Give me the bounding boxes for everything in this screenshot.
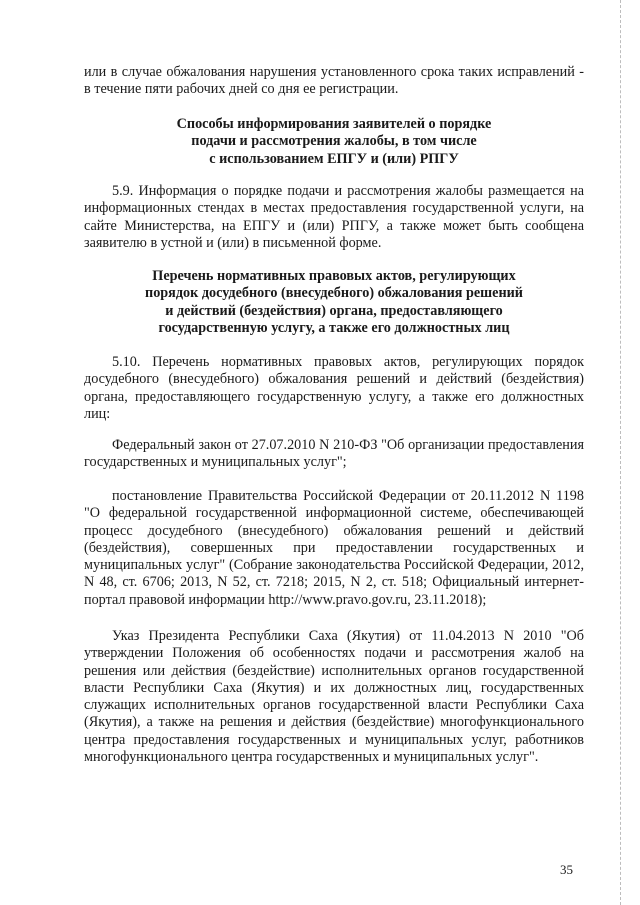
paragraph-5-9: 5.9. Информация о порядке подачи и рассмотрения жалобы размещается на информационных стендах в местах предоставления государственной услуги, на сайте Министерства, на ЕПГУ и (или) РПГУ, а также может быть сообщена заявителю в устной и (или) в письменной форме. — [84, 183, 584, 251]
page-edge-line — [620, 0, 622, 905]
section-heading-informing — [84, 116, 584, 168]
paragraph-5-10: 5.10. Перечень нормативных правовых актов, регулирующих порядок досудебного (внесудебного) обжалования решений и действий (бездействия) органа, предоставляющего государственную услугу, а также его должностных лиц: — [84, 354, 584, 422]
heading-line: порядок досудебного (внесудебного) обжалования решений — [145, 285, 523, 302]
heading-line: и действий (бездействия) органа, предоставляющего — [165, 302, 503, 319]
page-number: 35 — [560, 862, 573, 877]
government-decree-item: постановление Правительства Российской Федерации от 20.11.2012 N 1198 "О федеральной государственной информационной системе, обеспечивающей процесс досудебного (внесудебного) обжалования решений и действий (бездействия), совершенных при предоставлении государственных и муниципальных услуг" (Собрание законодательства Российской Федерации, 2012, N 48, ст. 6706; 2013, N 52, ст. 7218; 2015, N 2, ст. 518; Официальный интернет-портал правовой информации http://www.pravo.gov.ru, 23.11.2018); — [84, 488, 584, 608]
heading-line: подачи и рассмотрения жалобы, в том числе — [191, 133, 477, 150]
section-heading-legal-acts — [84, 268, 584, 337]
president-decree-item: Указ Президента Республики Саха (Якутия) от 11.04.2013 N 2010 "Об утверждении Положения об особенностях подачи и рассмотрения жалоб на решения или действия (бездействие) исполнительных органов государственной власти Республики Саха (Якутия) и их должностных лиц, государственных служащих исполнительных органов государственной власти Республики Саха (Якутия), а также на решения и действия (бездействие) многофункционального центра предоставления государственных и муниципальных услуг, работников многофункционального центра государственных и муниципальных услуг". — [84, 628, 584, 766]
heading-line: Перечень нормативных правовых актов, регулирующих — [152, 268, 516, 284]
heading-line: государственную услугу, а также его должностных лиц — [158, 319, 510, 336]
intro-paragraph: или в случае обжалования нарушения установленного срока таких исправлений - в течение пяти рабочих дней со дня ее регистрации. — [84, 64, 584, 98]
federal-law-item: Федеральный закон от 27.07.2010 N 210-ФЗ "Об организации предоставления государственных и муниципальных услуг"; — [84, 437, 584, 471]
heading-line: Способы информирования заявителей о порядке — [176, 116, 492, 132]
heading-line: с использованием ЕПГУ и (или) РПГУ — [209, 150, 459, 167]
